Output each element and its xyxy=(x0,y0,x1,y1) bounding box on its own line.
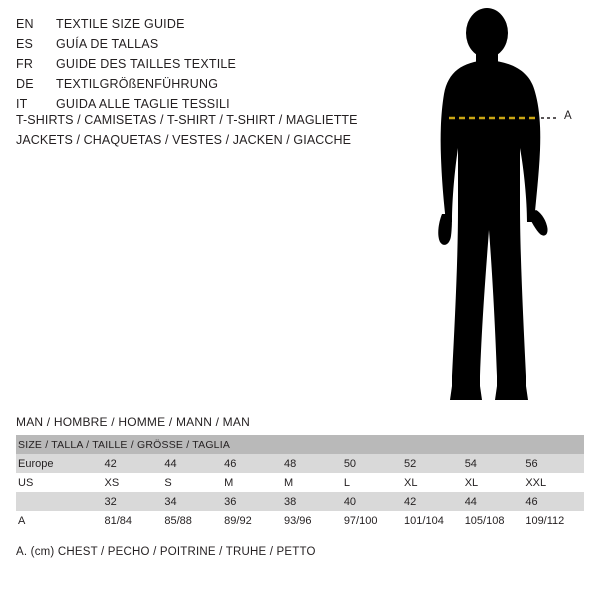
silhouette-svg xyxy=(400,8,600,408)
cell-value: 38 xyxy=(282,492,342,511)
table-row xyxy=(16,473,584,492)
male-silhouette-figure xyxy=(400,8,600,408)
language-row xyxy=(16,54,376,74)
cell-value: 52 xyxy=(402,454,463,473)
row-label: US xyxy=(16,473,103,492)
cell-value: S xyxy=(162,473,222,492)
cell-value: 44 xyxy=(463,492,524,511)
language-code: DE xyxy=(16,77,34,91)
table-title: MAN / HOMBRE / HOMME / MANN / MAN xyxy=(16,415,250,429)
cell-value: L xyxy=(342,473,402,492)
language-code: EN xyxy=(16,17,34,31)
cell-value: 89/92 xyxy=(222,511,282,530)
cell-value: 46 xyxy=(222,454,282,473)
cell-value: XL xyxy=(463,473,524,492)
cell-value: 44 xyxy=(162,454,222,473)
row-label: A xyxy=(16,511,103,530)
table-row xyxy=(16,492,584,511)
table-footnote: A. (cm) CHEST / PECHO / POITRINE / TRUHE / PETTO xyxy=(16,546,316,558)
cell-value: XL xyxy=(402,473,463,492)
silhouette-body xyxy=(438,8,547,400)
cell-value: 56 xyxy=(523,454,584,473)
language-text: TEXTILE SIZE GUIDE xyxy=(56,17,185,31)
cell-value: 97/100 xyxy=(342,511,402,530)
table-header-label: SIZE / TALLA / TAILLE / GRÖSSE / TAGLIA xyxy=(16,435,584,454)
cell-value: 46 xyxy=(523,492,584,511)
row-label: Europe xyxy=(16,454,103,473)
language-list xyxy=(16,14,376,114)
category-line: JACKETS / CHAQUETAS / VESTES / JACKEN / GIACCHE xyxy=(16,133,352,147)
size-table-section xyxy=(16,415,584,558)
cell-value: XXL xyxy=(523,473,584,492)
row-label xyxy=(16,492,103,511)
language-code: IT xyxy=(16,97,28,111)
cell-value: 54 xyxy=(463,454,524,473)
cell-value: 40 xyxy=(342,492,402,511)
cell-value: 32 xyxy=(103,492,163,511)
chest-callout-label: A xyxy=(564,110,573,122)
cell-value: 105/108 xyxy=(463,511,524,530)
category-line: T-SHIRTS / CAMISETAS / T-SHIRT / T-SHIRT / MAGLIETTE xyxy=(16,113,358,127)
cell-value: 81/84 xyxy=(103,511,163,530)
language-row xyxy=(16,34,376,54)
cell-value: 34 xyxy=(162,492,222,511)
cell-value: 109/112 xyxy=(523,511,584,530)
cell-value: 36 xyxy=(222,492,282,511)
cell-value: 93/96 xyxy=(282,511,342,530)
language-text: TEXTILGRÖßENFÜHRUNG xyxy=(56,77,219,91)
cell-value: 48 xyxy=(282,454,342,473)
cell-value: 101/104 xyxy=(402,511,463,530)
cell-value: M xyxy=(282,473,342,492)
table-row xyxy=(16,454,584,473)
language-text: GUÍA DE TALLAS xyxy=(56,37,159,51)
cell-value: 42 xyxy=(402,492,463,511)
cell-value: M xyxy=(222,473,282,492)
language-text: GUIDA ALLE TAGLIE TESSILI xyxy=(56,97,230,111)
size-table xyxy=(16,435,584,530)
cell-value: XS xyxy=(103,473,163,492)
language-row xyxy=(16,14,376,34)
table-header-row xyxy=(16,435,584,454)
cell-value: 42 xyxy=(103,454,163,473)
cell-value: 85/88 xyxy=(162,511,222,530)
table-row xyxy=(16,511,584,530)
language-code: ES xyxy=(16,37,34,51)
category-list xyxy=(16,110,396,150)
language-text: GUIDE DES TAILLES TEXTILE xyxy=(56,57,237,71)
cell-value: 50 xyxy=(342,454,402,473)
language-row xyxy=(16,74,376,94)
language-code: FR xyxy=(16,57,34,71)
